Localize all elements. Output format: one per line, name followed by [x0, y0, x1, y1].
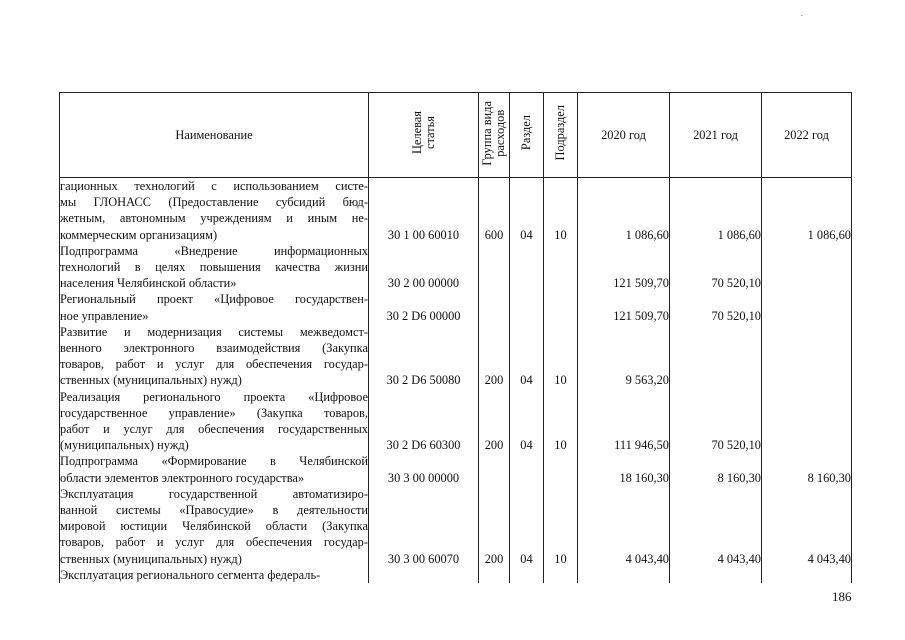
row-name — [60, 324, 369, 389]
row-2020: 18 160,30 — [578, 453, 670, 485]
row-name — [60, 178, 369, 243]
row-name — [60, 243, 369, 292]
row-2020 — [578, 567, 670, 583]
row-2021: 1 086,60 — [670, 178, 762, 243]
page-number: 186 — [832, 589, 852, 604]
table-row — [60, 389, 852, 454]
row-2020: 111 946,50 — [578, 389, 670, 454]
row-name — [60, 291, 369, 323]
header-target-article: Целевая статья — [369, 93, 479, 178]
row-name-line: мы ГЛОНАСС (Предоставление субсидий бюд- — [60, 195, 368, 210]
row-name-line: ванной системы «Правосудие» в деятельности — [60, 503, 368, 518]
header-expense-group: Группа вида расходов — [479, 93, 510, 178]
row-name-line: венного электронного взаимодействия (Закупка — [60, 341, 368, 356]
row-name-line: области элементов электронного государства» — [60, 470, 305, 485]
row-2020: 9 563,20 — [578, 324, 670, 389]
row-section: 04 — [510, 486, 544, 567]
table-row — [60, 291, 852, 323]
table-row — [60, 178, 852, 243]
row-target-article — [369, 567, 479, 583]
table-row — [60, 324, 852, 389]
table-row — [60, 567, 852, 583]
budget-table — [59, 92, 852, 583]
row-2021: 8 160,30 — [670, 453, 762, 485]
row-expense-group: 200 — [479, 486, 510, 567]
row-name-line: (муниципальных) нужд) — [60, 438, 189, 453]
row-name-line: ственных (муниципальных) нужд) — [60, 551, 242, 566]
row-section — [510, 567, 544, 583]
header-2020: 2020 год — [578, 93, 670, 178]
row-2022 — [762, 567, 852, 583]
row-expense-group — [479, 453, 510, 485]
row-target-article: 30 2 D6 60300 — [369, 389, 479, 454]
row-2022 — [762, 389, 852, 454]
header-name: Наименование — [60, 93, 369, 178]
table-row — [60, 243, 852, 292]
row-2022: 8 160,30 — [762, 453, 852, 485]
row-expense-group — [479, 291, 510, 323]
row-section — [510, 243, 544, 292]
row-name-line: Подпрограмма «Формирование в Челябинской — [60, 454, 368, 469]
row-2022 — [762, 243, 852, 292]
row-subsection: 10 — [544, 178, 578, 243]
header-2021: 2021 год — [670, 93, 762, 178]
row-name-line: жетным, автономным учреждениям и иным не- — [60, 211, 368, 226]
row-target-article: 30 3 00 60070 — [369, 486, 479, 567]
row-name — [60, 453, 369, 485]
table-row — [60, 486, 852, 567]
row-name-line: товаров, работ и услуг для обеспечения госудаp- — [60, 357, 368, 372]
row-2022: 1 086,60 — [762, 178, 852, 243]
row-name-line: государственное управление» (Закупка товаров, — [60, 405, 368, 420]
header-2022: 2022 год — [762, 93, 852, 178]
row-target-article: 30 2 00 00000 — [369, 243, 479, 292]
row-2020: 1 086,60 — [578, 178, 670, 243]
row-name-line: Развитие и модернизация системы межведомст- — [60, 324, 368, 339]
row-2022 — [762, 291, 852, 323]
header-row — [60, 93, 852, 178]
row-name-line: Региональный проект «Цифровое государствен- — [60, 292, 368, 307]
row-expense-group: 200 — [479, 324, 510, 389]
row-2021: 4 043,40 — [670, 486, 762, 567]
row-2022: 4 043,40 — [762, 486, 852, 567]
row-section — [510, 291, 544, 323]
row-expense-group: 600 — [479, 178, 510, 243]
row-2021 — [670, 567, 762, 583]
row-subsection: 10 — [544, 389, 578, 454]
row-2021: 70 520,10 — [670, 243, 762, 292]
row-name-line: Реализация регионального проекта «Цифровое — [60, 389, 368, 404]
table-row — [60, 453, 852, 485]
table-body — [60, 178, 852, 584]
row-name-line: ное управление» — [60, 308, 149, 323]
row-section — [510, 453, 544, 485]
row-subsection: 10 — [544, 486, 578, 567]
row-name-line: населения Челябинской области» — [60, 276, 237, 291]
row-2022 — [762, 324, 852, 389]
row-target-article: 30 2 D6 50080 — [369, 324, 479, 389]
row-2020: 121 509,70 — [578, 291, 670, 323]
header-section: Раздел — [510, 93, 544, 178]
row-name-line: технологий в целях повышения качества жизни — [60, 260, 368, 275]
row-section: 04 — [510, 324, 544, 389]
row-name-line: работ и услуг для обеспечения государственных — [60, 422, 368, 437]
row-2021: 70 520,10 — [670, 389, 762, 454]
row-name-line: Эксплуатация государственной автоматизиро- — [60, 486, 368, 501]
row-name-line: коммерческим организациям) — [60, 227, 218, 242]
row-expense-group — [479, 567, 510, 583]
row-name — [60, 486, 369, 567]
row-name-line: Подпрограмма «Внедрение информационных — [60, 243, 368, 258]
row-2020: 121 509,70 — [578, 243, 670, 292]
row-name — [60, 567, 369, 583]
row-subsection — [544, 243, 578, 292]
row-2020: 4 043,40 — [578, 486, 670, 567]
row-target-article: 30 3 00 00000 — [369, 453, 479, 485]
row-name-line: мировой юстиции Челябинской области (Закупка — [60, 519, 368, 534]
row-section: 04 — [510, 389, 544, 454]
row-2021: 70 520,10 — [670, 291, 762, 323]
row-name-line: ственных (муниципальных) нужд) — [60, 373, 242, 388]
header-subsection: Подраздел — [544, 93, 578, 178]
row-subsection — [544, 453, 578, 485]
row-target-article: 30 2 D6 00000 — [369, 291, 479, 323]
row-target-article: 30 1 00 60010 — [369, 178, 479, 243]
scan-mark — [801, 15, 803, 16]
row-name-line: товаров, работ и услуг для обеспечения госудаp- — [60, 535, 368, 550]
row-expense-group: 200 — [479, 389, 510, 454]
row-expense-group — [479, 243, 510, 292]
row-name — [60, 389, 369, 454]
row-2021 — [670, 324, 762, 389]
row-name-line: гационных технологий с использованием систе- — [60, 179, 368, 193]
row-name-line: Эксплуатация регионального сегмента федераль- — [60, 567, 321, 582]
row-section: 04 — [510, 178, 544, 243]
row-subsection — [544, 291, 578, 323]
row-subsection — [544, 567, 578, 583]
row-subsection: 10 — [544, 324, 578, 389]
